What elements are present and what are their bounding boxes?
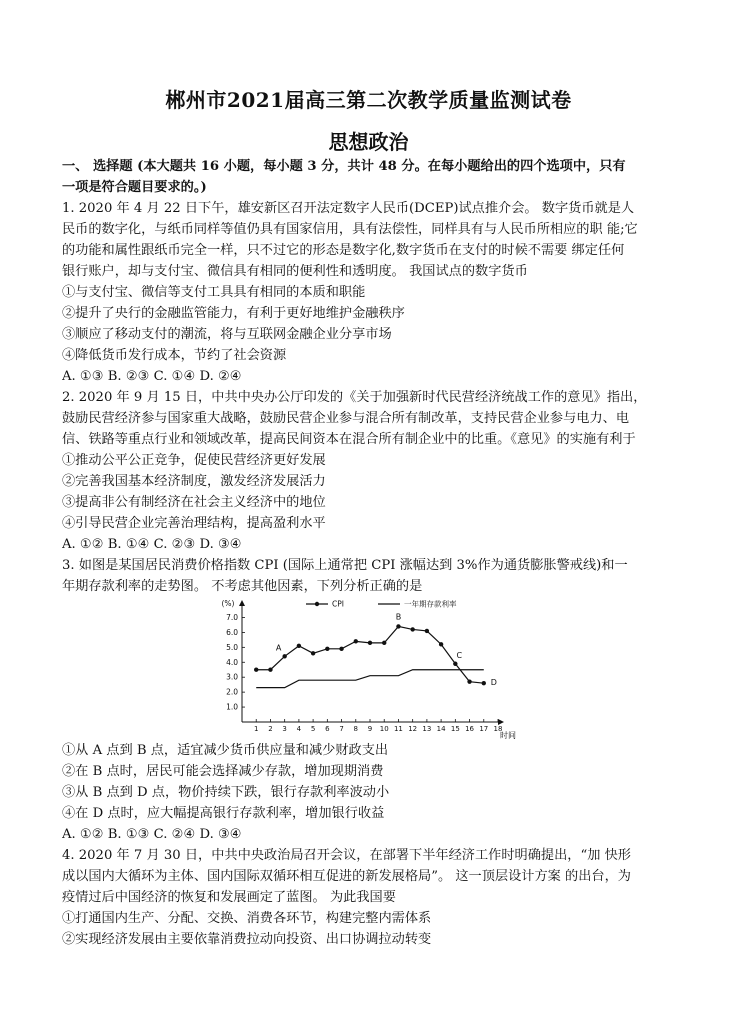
x-tick-label: 11 (393, 725, 403, 733)
series-line-cpi (256, 626, 484, 683)
q3-option: ③从 B 点到 D 点，物价持续下跌，银行存款利率波动小 (62, 785, 390, 800)
data-point-cpi (368, 641, 372, 645)
q2-stem-line: 鼓励民营经济参与国家重大战略，鼓励民营企业参与混合所有制改革，支持民营企业参与电力、电 (62, 411, 630, 426)
point-label: A (275, 643, 282, 653)
section-header-line: 一项是符合题目要求的。) (62, 180, 207, 195)
y-tick-label: 6.0 (226, 627, 238, 637)
y-axis-arrow (239, 600, 245, 606)
x-tick-label: 5 (310, 725, 316, 733)
legend-label-deposit-rate: 一年期存款利率 (404, 599, 457, 609)
point-label: D (490, 678, 497, 688)
data-point-cpi (425, 629, 429, 633)
q4-option: ②实现经济发展由主要依靠消费拉动向投资、出口协调拉动转变 (62, 932, 432, 947)
data-point-cpi (410, 627, 414, 631)
q2-stem-line: 信、铁路等重点行业和领域改革，提高民间资本在混合所有制企业中的比重。《意见》的实施有利于 (62, 432, 636, 447)
x-tick-label: 4 (296, 725, 302, 733)
q2-option: ④引导民营企业完善治理结构，提高盈利水平 (62, 516, 326, 531)
section-header-line: 一、 选择题 (本大题共 16 小题，每小题 3 分，共计 48 分。在每小题给出的四个选项中，只有 (62, 159, 626, 174)
subject-title: 思想政治 (328, 130, 409, 154)
x-axis-label: 时间 (500, 731, 516, 740)
exam-title: 郴州市2021届高三第二次教学质量监测试卷 (165, 88, 572, 112)
data-point-cpi (396, 624, 400, 628)
q2-option: ③提高非公有制经济在社会主义经济中的地位 (62, 495, 326, 510)
data-point-cpi (354, 639, 358, 643)
q2-choices: A. ①② B. ①④ C. ②③ D. ③④ (62, 537, 242, 552)
cpi-rate-chart (210, 596, 530, 746)
x-tick-label: 6 (325, 725, 330, 733)
q4-stem-line: 疫情过后中国经济的恢复和发展画定了蓝图。 为此我国要 (62, 890, 396, 905)
x-tick-label: 7 (339, 725, 344, 733)
q1-choices: A. ①③ B. ②③ C. ①④ D. ②④ (62, 369, 242, 384)
q4-stem-line: 4. 2020 年 7 月 30 日，中共中央政治局召开会议，在部署下半年经济工作时明确提出，“加 快形 (62, 848, 631, 863)
data-point-cpi (467, 679, 471, 683)
x-tick-label: 15 (450, 725, 460, 733)
x-tick-label: 10 (379, 725, 389, 733)
data-point-cpi (482, 681, 486, 685)
x-tick-label: 8 (353, 725, 359, 733)
q1-option: ①与支付宝、微信等支付工具具有相同的本质和职能 (62, 285, 366, 300)
series-line-deposit-rate (256, 670, 484, 688)
q3-stem-line: 3. 如图是某国居民消费价格指数 CPI (国际上通常把 CPI 涨幅达到 3%作为通货膨胀警戒线)和一 (62, 558, 628, 573)
q3-option: ④在 D 点时，应大幅提高银行存款利率，增加银行收益 (62, 806, 385, 821)
x-tick-label: 17 (479, 725, 489, 733)
q1-stem-line: 的功能和属性跟纸币完全一样，只不过它的形态是数字化,数字货币在支付的时候不需要 绑定任何 (62, 243, 625, 258)
x-tick-label: 18 (493, 725, 503, 733)
y-tick-label: 2.0 (226, 687, 238, 697)
data-point-cpi (311, 651, 315, 655)
q1-option: ④降低货币发行成本，节约了社会资源 (62, 348, 287, 363)
y-tick-label: 5.0 (226, 642, 238, 652)
x-tick-label: 3 (282, 725, 287, 733)
x-tick-label: 14 (436, 725, 446, 733)
q4-option: ①打通国内生产、分配、交换、消费各环节，构建完整内需体系 (62, 911, 432, 926)
x-tick-label: 16 (465, 725, 475, 733)
q4-stem-line: 成以国内大循环为主体、国内国际双循环相互促进的新发展格局”。 这一顶层设计方案 的出台，为 (62, 869, 631, 884)
q3-option: ②在 B 点时，居民可能会选择减少存款，增加现期消费 (62, 764, 384, 779)
q1-stem-line: 民币的数字化，与纸币同样等值仍具有国家信用，具有法偿性，同样具有与人民币所相应的职 能;它 (62, 222, 638, 237)
q3-stem-line: 年期存款利率的走势图。 不考虑其他因素，下列分析正确的是 (62, 579, 423, 594)
q1-option: ②提升了央行的金融监管能力，有利于更好地维护金融秩序 (62, 306, 405, 321)
q3-choices: A. ①② B. ①③ C. ②④ D. ③④ (62, 827, 242, 842)
x-tick-label: 9 (367, 725, 373, 733)
data-point-cpi (325, 647, 329, 651)
data-point-cpi (453, 662, 457, 666)
q1-stem-line: 1. 2020 年 4 月 22 日下午，雄安新区召开法定数字人民币(DCEP)试点推介会。 数字货币就是人 (62, 201, 635, 216)
legend-label-cpi: CPI (332, 599, 344, 609)
q2-option: ②完善我国基本经济制度，激发经济发展活力 (62, 474, 326, 489)
point-label: C (456, 650, 463, 660)
data-point-cpi (297, 644, 301, 648)
q2-stem-line: 2. 2020 年 9 月 15 日，中共中央办公厅印发的《关于加强新时代民营经济统战工作的意见》指出， (62, 390, 647, 405)
q1-option: ③顺应了移动支付的潮流，将与互联网金融企业分享市场 (62, 327, 392, 342)
y-tick-label: 4.0 (226, 657, 238, 667)
y-axis-label: (%) (221, 599, 235, 608)
y-tick-label: 3.0 (226, 672, 238, 682)
x-tick-label: 2 (268, 725, 273, 733)
data-point-cpi (339, 647, 343, 651)
x-tick-label: 12 (408, 725, 418, 733)
q3-option: ①从 A 点到 B 点，适宜减少货币供应量和减少财政支出 (62, 743, 389, 758)
x-tick-label: 1 (253, 725, 259, 733)
point-label: B (395, 612, 402, 622)
data-point-cpi (439, 642, 443, 646)
data-point-cpi (268, 668, 272, 672)
x-tick-label: 13 (422, 725, 432, 733)
y-tick-label: 7.0 (226, 612, 238, 622)
data-point-cpi (254, 668, 258, 672)
chart-canvas (210, 596, 530, 746)
q1-stem-line: 银行账户，却与支付宝、微信具有相同的便利性和透明度。 我国试点的数字货币 (62, 264, 528, 279)
legend-marker-cpi (315, 602, 319, 606)
q2-option: ①推动公平公正竞争，促使民营经济更好发展 (62, 453, 326, 468)
data-point-cpi (282, 654, 286, 658)
y-tick-label: 1.0 (226, 702, 238, 712)
data-point-cpi (382, 641, 386, 645)
